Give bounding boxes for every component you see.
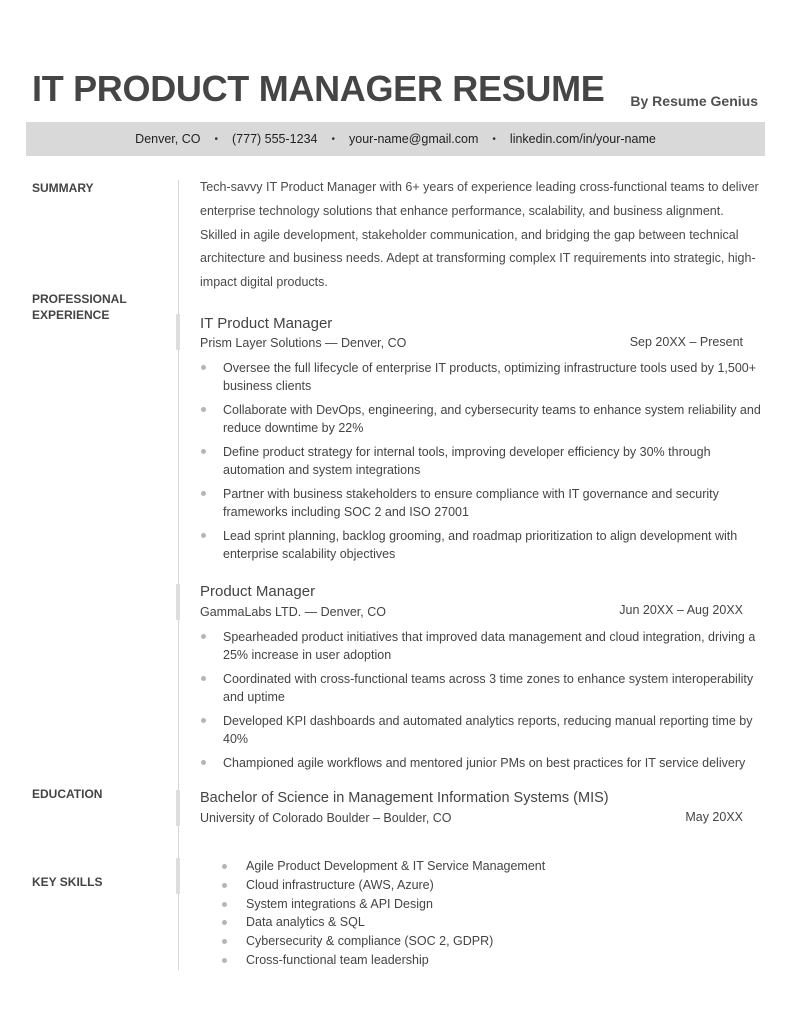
bullet-icon <box>201 407 206 412</box>
bullet-icon <box>222 958 227 963</box>
list-item <box>200 712 765 748</box>
list-item <box>200 359 765 395</box>
education-date: May 20XX <box>685 810 743 824</box>
skills-list <box>222 857 545 970</box>
list-item <box>200 754 765 772</box>
skill-item <box>222 913 545 932</box>
bullet-icon <box>201 449 206 454</box>
bullet-icon <box>222 939 227 944</box>
list-item <box>200 401 765 437</box>
bullet-icon <box>201 718 206 723</box>
bullet-text: Collaborate with DevOps, engineering, and cybersecurity teams to enhance system reliability and reduce downtime by 22% <box>223 403 761 435</box>
separator-dot: • <box>492 133 496 145</box>
job-company: GammaLabs LTD. — Denver, CO <box>200 605 386 619</box>
list-item <box>200 670 765 706</box>
separator-dot: • <box>214 133 218 145</box>
accent-bar <box>176 584 180 620</box>
accent-bar <box>176 314 180 350</box>
bullet-icon <box>201 634 206 639</box>
skill-text: Cloud infrastructure (AWS, Azure) <box>246 877 434 892</box>
bullet-icon <box>222 902 227 907</box>
separator-dot: • <box>331 133 335 145</box>
vertical-divider <box>178 180 179 970</box>
skill-text: System integrations & API Design <box>246 896 433 911</box>
bullet-icon <box>201 760 206 765</box>
section-label-line: EXPERIENCE <box>32 308 110 322</box>
contact-linkedin[interactable]: linkedin.com/in/your-name <box>509 132 656 146</box>
skill-text: Data analytics & SQL <box>246 915 365 930</box>
section-label-experience <box>32 291 127 323</box>
contact-phone: (777) 555-1234 <box>232 132 318 146</box>
bullet-text: Partner with business stakeholders to ensure compliance with IT governance and security frameworks including SOC 2 and ISO 27001 <box>223 487 719 519</box>
summary-text: Tech-savvy IT Product Manager with 6+ years of experience leading cross-functional teams to deliver enterprise technology solutions that enhance performance, scalability, and business alignment. Skilled in agile development, stakeholder communication, and bridging the gap between technical architecture and business needs. Adept at transforming complex IT requirements into strategic, high-impact digital products. <box>200 180 759 290</box>
job-company: Prism Layer Solutions — Denver, CO <box>200 336 407 350</box>
section-label-skills: KEY SKILLS <box>32 875 103 889</box>
job-title: Product Manager <box>200 583 316 600</box>
bullet-icon <box>201 676 206 681</box>
education-degree: Bachelor of Science in Management Information Systems (MIS) <box>200 790 609 806</box>
list-item <box>200 443 765 479</box>
skill-item <box>222 895 545 914</box>
skill-text: Cybersecurity & compliance (SOC 2, GDPR) <box>246 934 494 949</box>
resume-title: IT PRODUCT MANAGER RESUME <box>32 68 605 109</box>
job-dates: Sep 20XX – Present <box>629 335 743 349</box>
job-bullets <box>200 359 765 569</box>
list-item <box>200 628 765 664</box>
skill-item <box>222 951 545 970</box>
contact-bar <box>26 122 765 156</box>
bullet-text: Oversee the full lifecycle of enterprise IT products, optimizing infrastructure tools used by 1,500+ business clients <box>223 361 757 393</box>
bullet-icon <box>201 491 206 496</box>
bullet-text: Coordinated with cross-functional teams across 3 time zones to enhance system interoperability and uptime <box>223 672 754 704</box>
job-bullets <box>200 628 765 778</box>
list-item <box>200 485 765 521</box>
bullet-icon <box>222 920 227 925</box>
contact-email[interactable]: your-name@gmail.com <box>349 132 479 146</box>
bullet-icon <box>201 533 206 538</box>
bullet-text: Lead sprint planning, backlog grooming, and roadmap prioritization to align development with enterprise scalability objectives <box>223 529 738 561</box>
accent-bar <box>176 858 180 894</box>
list-item <box>200 527 765 563</box>
section-label-line: PROFESSIONAL <box>32 292 127 306</box>
education-school: University of Colorado Boulder – Boulder, CO <box>200 811 452 825</box>
skill-item <box>222 876 545 895</box>
contact-location: Denver, CO <box>135 132 201 146</box>
skill-item <box>222 932 545 951</box>
skill-text: Agile Product Development & IT Service Management <box>246 859 546 873</box>
bullet-icon <box>222 864 227 869</box>
bullet-text: Developed KPI dashboards and automated analytics reports, reducing manual reporting time by 40% <box>223 714 753 746</box>
accent-bar <box>176 790 180 826</box>
section-label-summary: SUMMARY <box>32 181 94 195</box>
bullet-text: Championed agile workflows and mentored junior PMs on best practices for IT service delivery <box>223 756 746 770</box>
byline: By Resume Genius <box>630 93 758 109</box>
bullet-text: Spearheaded product initiatives that improved data management and cloud integration, driving a 25% increase in user adoption <box>223 630 756 662</box>
bullet-text: Define product strategy for internal tools, improving developer efficiency by 30% through automation and system integrations <box>223 445 711 477</box>
section-label-education: EDUCATION <box>32 787 103 801</box>
skill-text: Cross-functional team leadership <box>246 952 429 967</box>
bullet-icon <box>222 883 227 888</box>
skill-item <box>222 857 545 876</box>
job-dates: Jun 20XX – Aug 20XX <box>619 603 743 617</box>
bullet-icon <box>201 365 206 370</box>
job-title: IT Product Manager <box>200 315 333 332</box>
